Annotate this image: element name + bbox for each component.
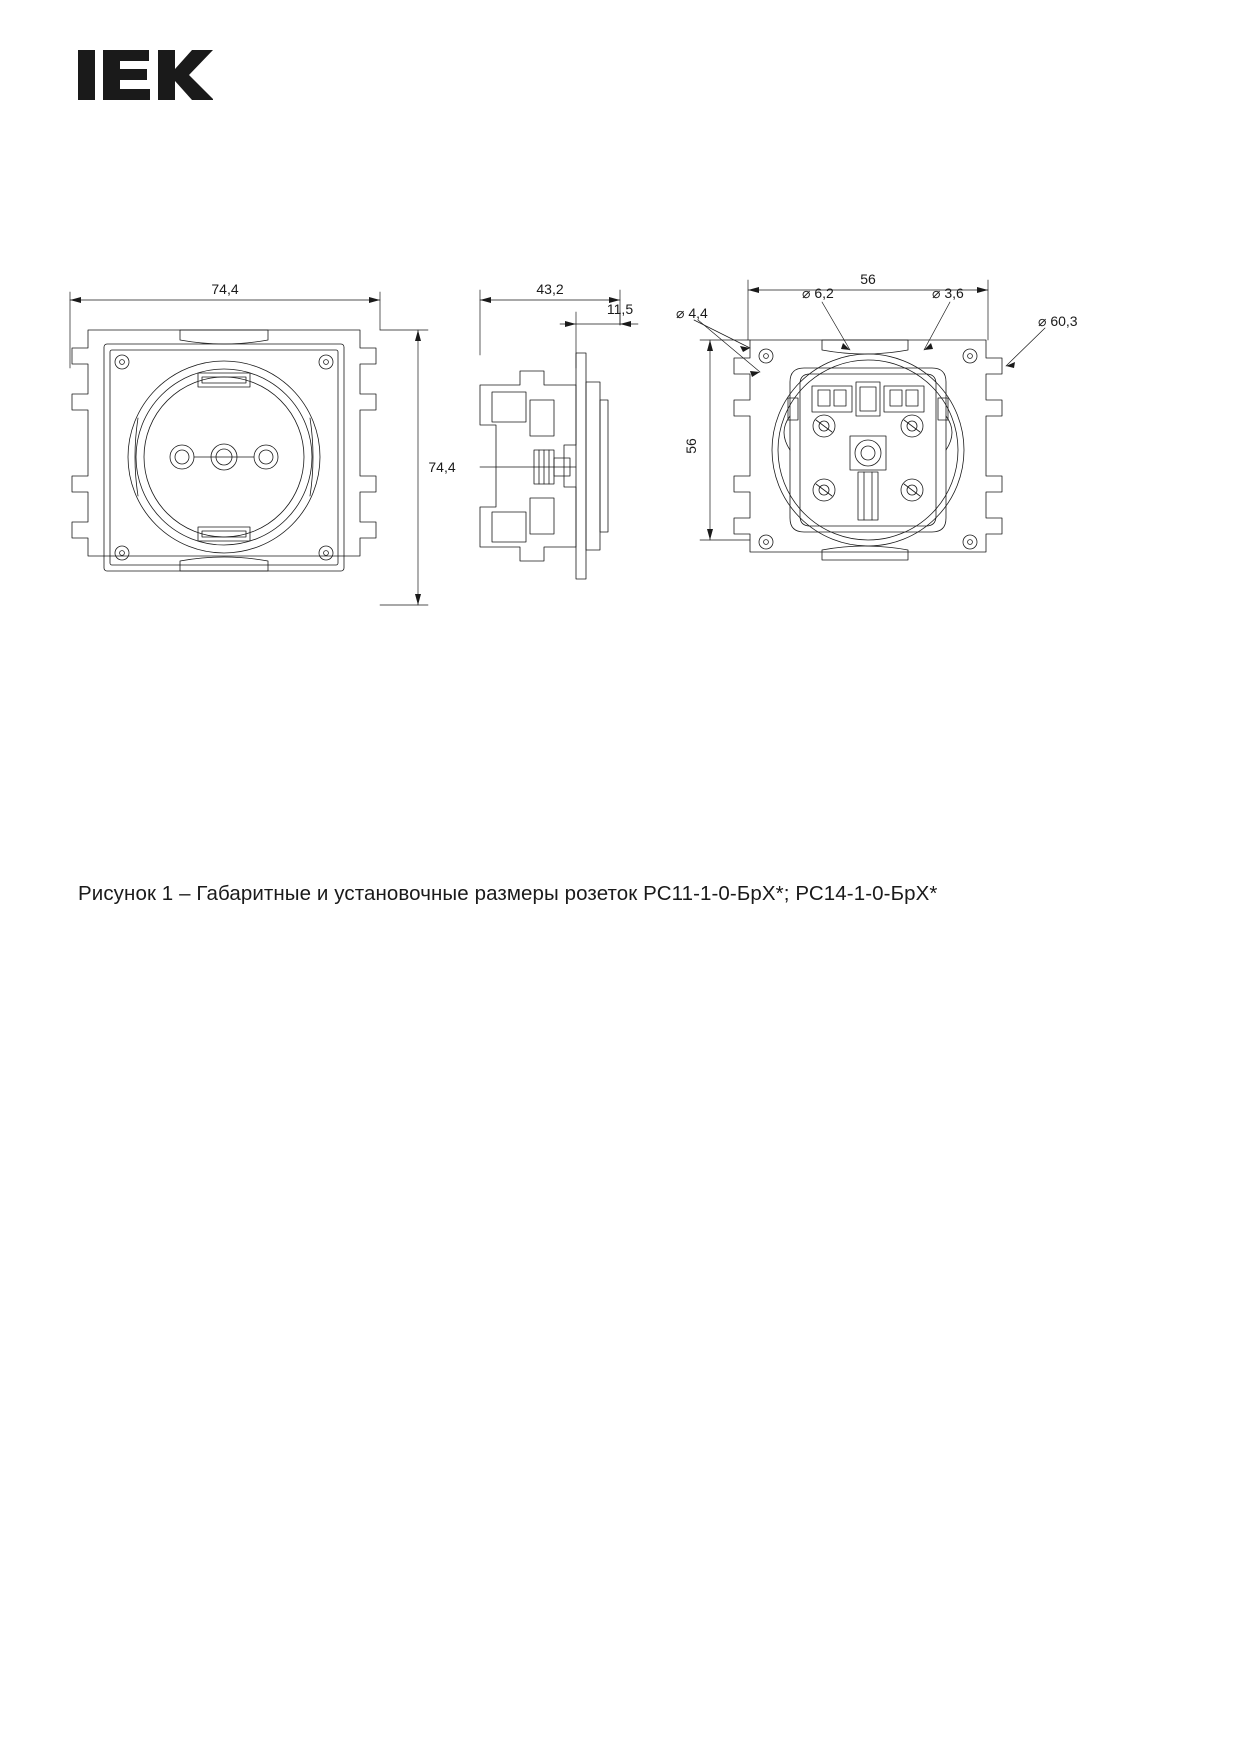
rear-height-label: 56 <box>683 438 699 454</box>
hole-d36-label: ⌀ 3,6 <box>932 285 964 301</box>
rear-height-dimension <box>700 340 750 540</box>
hole-d36-leader <box>924 302 950 350</box>
hole-d603-label: ⌀ 60,3 <box>1038 313 1078 329</box>
front-height-dimension <box>380 330 428 605</box>
rear-width-label: 56 <box>860 271 876 287</box>
figure-caption: Рисунок 1 – Габаритные и установочные размеры розеток РС11-1-0-БрХ*; РС14-1-0-БрХ* <box>78 882 938 905</box>
technical-drawing <box>60 250 1120 650</box>
side-depth-dimension <box>480 290 620 355</box>
rear-view <box>694 280 1045 560</box>
hole-d62-leader <box>822 302 850 350</box>
iek-logo <box>78 44 213 106</box>
hole-d603-leader <box>1006 328 1045 368</box>
hole-d44-label: ⌀ 4,4 <box>676 305 708 321</box>
side-plate-thickness-label: 11,5 <box>606 301 634 317</box>
side-plate-thickness-dimension <box>560 312 638 368</box>
side-depth-label: 43,2 <box>536 281 564 297</box>
front-view <box>70 292 428 605</box>
front-height-label: 74,4 <box>428 459 456 475</box>
side-view <box>480 290 638 579</box>
hole-d62-label: ⌀ 6,2 <box>802 285 834 301</box>
front-width-label: 74,4 <box>211 281 239 297</box>
